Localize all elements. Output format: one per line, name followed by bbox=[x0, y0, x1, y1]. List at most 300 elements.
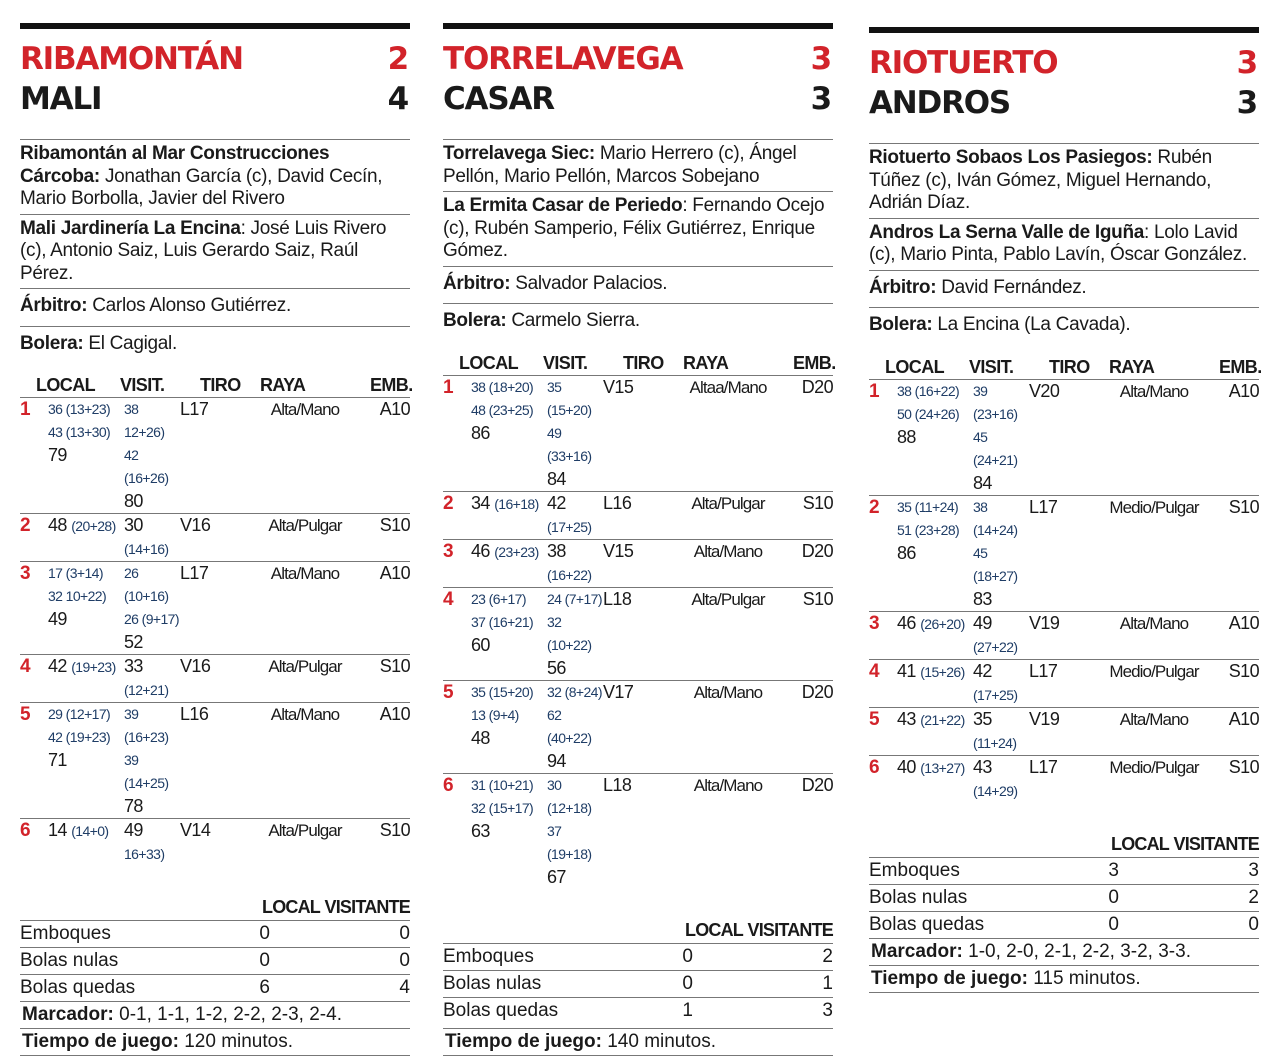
visit-cell bbox=[547, 376, 603, 491]
away-team-row bbox=[20, 79, 410, 119]
raya-cell: Alta/Mano bbox=[693, 541, 763, 561]
visit-cell bbox=[547, 492, 603, 539]
local-value: 31 (10+21) bbox=[471, 776, 534, 793]
visit-total: 78 bbox=[124, 796, 143, 816]
round-row bbox=[20, 654, 410, 702]
local-cell bbox=[48, 819, 124, 866]
visit-cell bbox=[547, 588, 603, 680]
away-lineup bbox=[20, 214, 410, 289]
round-row bbox=[869, 755, 1259, 803]
local-cell bbox=[897, 612, 973, 659]
summary-table bbox=[869, 831, 1259, 993]
away-lineup-label: Andros La Serna Valle de Iguña bbox=[869, 221, 1145, 243]
visit-main: 30 bbox=[124, 515, 143, 535]
visit-value: 32 (8+24) bbox=[547, 683, 602, 700]
home-team-row bbox=[20, 39, 410, 79]
visit-main: 42 bbox=[547, 492, 566, 513]
local-total: 88 bbox=[897, 426, 916, 447]
round-number: 2 bbox=[443, 492, 453, 514]
round-row bbox=[20, 513, 410, 561]
away-team-name: CASAR bbox=[443, 81, 554, 117]
summary-local: 0 bbox=[1108, 886, 1119, 908]
away-lineup bbox=[443, 191, 833, 266]
visit-value: 39 (23+16) bbox=[973, 382, 1018, 422]
marcador-value: 1-0, 2-0, 2-1, 2-2, 3-2, 3-3. bbox=[962, 940, 1191, 962]
rounds-header bbox=[20, 373, 413, 397]
home-team-row bbox=[869, 43, 1259, 83]
home-lineup-label: Riotuerto Sobaos Los Pasiegos: bbox=[869, 147, 1153, 168]
local-cell bbox=[48, 398, 124, 513]
local-value-2: 42 (19+23) bbox=[48, 729, 111, 745]
summary-label: Bolas quedas bbox=[869, 913, 985, 935]
tiro-cell: V20 bbox=[1029, 380, 1060, 401]
referee-label: Árbitro: bbox=[443, 272, 511, 294]
local-sub: (13+27) bbox=[920, 759, 965, 776]
visit-cell bbox=[124, 562, 180, 654]
round-number: 5 bbox=[20, 704, 30, 725]
tiro-cell: L17 bbox=[180, 399, 209, 419]
marcador-value: 0-1, 1-1, 1-2, 2-2, 2-3, 2-4. bbox=[113, 1004, 342, 1025]
summary-label: Bolas quedas bbox=[20, 977, 136, 998]
summary-label: Bolas nulas bbox=[20, 950, 119, 971]
visit-cell bbox=[973, 660, 1029, 707]
summary-header-local: LOCAL bbox=[1111, 833, 1169, 854]
visit-value: 39 (16+23) bbox=[124, 706, 169, 745]
tiro-cell: V16 bbox=[180, 515, 211, 535]
round-number: 1 bbox=[443, 376, 453, 398]
visit-total: 83 bbox=[973, 588, 992, 609]
summary-local: 0 bbox=[259, 950, 270, 971]
emb-cell: S10 bbox=[802, 492, 833, 513]
summary-row bbox=[869, 857, 1259, 884]
home-team-name: RIBAMONTÁN bbox=[20, 41, 243, 77]
local-main: 42 bbox=[48, 656, 67, 676]
round-number: 3 bbox=[443, 540, 453, 562]
visit-total: 56 bbox=[547, 657, 566, 678]
raya-cell: Medio/Pulgar bbox=[1109, 757, 1199, 777]
round-row bbox=[869, 707, 1259, 755]
visit-sub: (27+22) bbox=[973, 638, 1018, 655]
visit-cell bbox=[973, 708, 1029, 755]
home-lineup bbox=[869, 143, 1259, 218]
raya-cell: Alta/Mano bbox=[1119, 709, 1189, 729]
raya-cell: Alta/Mano bbox=[1119, 613, 1189, 633]
raya-cell: Medio/Pulgar bbox=[1109, 497, 1199, 517]
local-value: 38 (18+20) bbox=[471, 378, 534, 395]
summary-visit: 3 bbox=[822, 999, 833, 1021]
visit-sub: 16+33) bbox=[124, 846, 165, 862]
home-team-row bbox=[443, 39, 833, 79]
summary-header bbox=[20, 894, 410, 920]
local-main: 46 bbox=[897, 612, 916, 633]
round-number: 6 bbox=[869, 756, 879, 778]
away-lineup-players: : Lolo Lavid (c), Mario Pinta, Pablo Lavín, Óscar González. bbox=[869, 221, 1247, 265]
referee bbox=[20, 288, 410, 326]
emb-cell: A10 bbox=[379, 399, 410, 419]
raya-cell: Alta/Mano bbox=[270, 400, 340, 419]
raya-cell: Alta/Mano bbox=[693, 682, 763, 702]
tiro-cell: L16 bbox=[180, 704, 209, 724]
local-value: 35 (15+20) bbox=[471, 683, 534, 700]
home-team-score: 2 bbox=[387, 41, 408, 77]
summary-visit: 0 bbox=[399, 950, 410, 971]
visit-total: 94 bbox=[547, 750, 566, 771]
summary-row bbox=[20, 974, 410, 1001]
rounds-header bbox=[869, 355, 1262, 379]
away-team-name: MALI bbox=[20, 81, 102, 117]
summary-local: 3 bbox=[1108, 859, 1119, 881]
local-total: 79 bbox=[48, 445, 67, 465]
summary-row bbox=[443, 970, 833, 997]
round-row bbox=[443, 773, 833, 889]
marcador-label: Marcador: bbox=[22, 1004, 114, 1025]
local-cell bbox=[471, 492, 547, 539]
summary-table bbox=[443, 917, 833, 1056]
raya-cell: Alta/Mano bbox=[1119, 381, 1189, 401]
summary-visit: 2 bbox=[1248, 886, 1259, 908]
summary-header-visit: VISITANTE bbox=[747, 919, 833, 940]
marcador-label: Marcador: bbox=[871, 940, 963, 962]
visit-cell bbox=[973, 496, 1029, 611]
local-main: 46 bbox=[471, 540, 490, 561]
tiempo-value: 120 minutos. bbox=[178, 1031, 294, 1052]
local-value-2: 48 (23+25) bbox=[471, 401, 534, 418]
referee bbox=[869, 270, 1259, 308]
emb-cell: A10 bbox=[1228, 380, 1259, 401]
visit-value-2: 26 (9+17) bbox=[124, 611, 179, 627]
round-number: 5 bbox=[443, 681, 453, 703]
round-row bbox=[869, 495, 1259, 611]
local-value-2: 51 (23+28) bbox=[897, 521, 960, 538]
tiro-cell: L16 bbox=[603, 492, 632, 513]
raya-cell: Alta/Pulgar bbox=[691, 589, 765, 609]
match-column bbox=[443, 0, 836, 1056]
local-sub: (16+18) bbox=[494, 495, 539, 512]
rounds-table bbox=[869, 355, 1262, 803]
summary-row bbox=[20, 947, 410, 974]
tiempo bbox=[869, 965, 1259, 993]
tiro-cell: L17 bbox=[1029, 496, 1058, 517]
venue bbox=[443, 303, 833, 341]
local-cell bbox=[471, 681, 547, 773]
emb-cell: A10 bbox=[379, 704, 410, 724]
local-cell bbox=[897, 380, 973, 495]
local-main: 34 bbox=[471, 492, 490, 513]
summary-local: 6 bbox=[259, 977, 270, 998]
away-lineup-players: : José Luis Rivero (c), Antonio Saiz, Luis Gerardo Saiz, Raúl Pérez. bbox=[20, 217, 387, 284]
tiempo-label: Tiempo de juego: bbox=[445, 1030, 602, 1052]
home-lineup-players: Mario Herrero (c), Ángel Pellón, Mario Pellón, Marcos Sobejano bbox=[443, 143, 797, 187]
visit-total: 84 bbox=[973, 472, 992, 493]
tiempo-label: Tiempo de juego: bbox=[871, 967, 1028, 989]
round-number: 4 bbox=[869, 660, 879, 682]
visit-total: 84 bbox=[547, 468, 566, 489]
top-rule bbox=[20, 23, 410, 29]
rounds-header-cell: EMB. bbox=[1219, 356, 1262, 377]
visit-sub: (17+25) bbox=[547, 518, 592, 535]
home-lineup bbox=[20, 139, 410, 214]
emb-cell: S10 bbox=[379, 820, 410, 840]
summary-visit: 4 bbox=[399, 977, 410, 998]
visit-main: 49 bbox=[124, 820, 143, 840]
home-lineup-players: Jonathan García (c), David Cecín, Mario Borbolla, Javier del Rivero bbox=[20, 165, 383, 209]
round-row bbox=[443, 587, 833, 680]
rounds-table bbox=[20, 373, 413, 866]
round-number: 3 bbox=[20, 563, 30, 584]
round-number: 3 bbox=[869, 612, 879, 634]
local-value-2: 37 (16+21) bbox=[471, 613, 534, 630]
visit-sub: (14+16) bbox=[124, 541, 169, 557]
away-team-score: 4 bbox=[387, 81, 408, 117]
local-sub: (21+22) bbox=[920, 711, 965, 728]
local-value: 35 (11+24) bbox=[897, 498, 959, 515]
local-total: 71 bbox=[48, 750, 67, 770]
venue-value: Carmelo Sierra. bbox=[506, 310, 640, 331]
emb-cell: D20 bbox=[801, 376, 833, 397]
summary-row bbox=[869, 884, 1259, 911]
round-number: 6 bbox=[443, 774, 453, 796]
raya-cell: Alta/Pulgar bbox=[268, 516, 342, 535]
local-total: 49 bbox=[48, 609, 67, 629]
home-team-name: RIOTUERTO bbox=[869, 45, 1058, 81]
summary-label: Emboques bbox=[443, 945, 534, 967]
local-value: 38 (16+22) bbox=[897, 382, 960, 399]
visit-cell bbox=[124, 514, 180, 561]
marcador bbox=[20, 1001, 410, 1028]
visit-cell bbox=[973, 756, 1029, 803]
local-value-2: 32 (15+17) bbox=[471, 799, 534, 816]
round-row bbox=[20, 397, 410, 513]
match-column bbox=[20, 0, 413, 1056]
summary-visit: 0 bbox=[399, 923, 410, 944]
visit-value-2: 39 (14+25) bbox=[124, 752, 169, 791]
summary-local: 0 bbox=[1108, 913, 1119, 935]
rounds-header-cell: TIRO bbox=[1049, 356, 1090, 377]
visit-sub: (16+22) bbox=[547, 566, 592, 583]
raya-cell: Medio/Pulgar bbox=[1109, 661, 1199, 681]
visit-sub: (14+29) bbox=[973, 782, 1018, 799]
local-cell bbox=[48, 562, 124, 654]
summary-local: 0 bbox=[682, 945, 693, 967]
referee bbox=[443, 266, 833, 304]
tiempo bbox=[443, 1028, 833, 1056]
top-rule bbox=[869, 27, 1259, 33]
away-lineup-label: Mali Jardinería La Encina bbox=[20, 217, 241, 239]
round-row bbox=[869, 659, 1259, 707]
away-team-score: 3 bbox=[810, 81, 831, 117]
top-rule bbox=[443, 23, 833, 29]
round-number: 2 bbox=[20, 515, 30, 536]
tiro-cell: V16 bbox=[180, 656, 211, 676]
local-value: 17 (3+14) bbox=[48, 565, 103, 581]
tiro-cell: L18 bbox=[603, 774, 632, 795]
visit-cell bbox=[547, 774, 603, 889]
round-row bbox=[869, 379, 1259, 495]
visit-value-2: 37 (19+18) bbox=[547, 822, 592, 862]
rounds-header-cell: TIRO bbox=[623, 352, 664, 373]
raya-cell: Alta/Pulgar bbox=[268, 657, 342, 676]
summary-row bbox=[869, 911, 1259, 938]
tiro-cell: L17 bbox=[1029, 756, 1058, 777]
visit-value: 24 (7+17) bbox=[547, 590, 602, 607]
visit-value: 38 (14+24) bbox=[973, 498, 1018, 538]
venue-label: Bolera: bbox=[20, 332, 84, 354]
venue-label: Bolera: bbox=[869, 314, 933, 335]
local-value-2: 50 (24+26) bbox=[897, 405, 960, 422]
tiro-cell: L18 bbox=[603, 588, 632, 609]
summary-label: Emboques bbox=[20, 923, 111, 944]
summary-visit: 0 bbox=[1248, 913, 1259, 935]
referee-label: Árbitro: bbox=[869, 276, 937, 298]
round-number: 6 bbox=[20, 820, 30, 841]
rounds-header-cell: VISIT. bbox=[969, 356, 1014, 377]
round-row bbox=[869, 611, 1259, 659]
tiempo-value: 140 minutos. bbox=[601, 1030, 717, 1052]
summary-header bbox=[443, 917, 833, 943]
venue-value: El Cagigal. bbox=[83, 332, 177, 354]
emb-cell: S10 bbox=[379, 656, 410, 676]
home-lineup-players: Rubén Túñez (c), Iván Gómez, Miguel Hernando, Adrián Díaz. bbox=[869, 147, 1212, 213]
home-team-name: TORRELAVEGA bbox=[443, 41, 683, 77]
tiro-cell: V19 bbox=[1029, 708, 1060, 729]
rounds-header-cell: TIRO bbox=[200, 375, 241, 395]
visit-total: 80 bbox=[124, 491, 143, 511]
away-team-row bbox=[869, 83, 1259, 123]
local-value: 23 (6+17) bbox=[471, 590, 526, 607]
visit-main: 42 bbox=[973, 660, 992, 681]
tiro-cell: V17 bbox=[603, 681, 634, 702]
venue bbox=[20, 326, 410, 364]
raya-cell: Alta/Mano bbox=[693, 775, 763, 795]
local-cell bbox=[48, 514, 124, 561]
local-sub: (20+28) bbox=[71, 518, 116, 534]
rounds-table bbox=[443, 351, 836, 889]
visit-sub: (11+24) bbox=[973, 734, 1017, 751]
local-main: 43 bbox=[897, 708, 916, 729]
lineups bbox=[869, 143, 1259, 345]
local-cell bbox=[471, 588, 547, 680]
round-row bbox=[443, 680, 833, 773]
tiro-cell: V15 bbox=[603, 540, 634, 561]
visit-cell bbox=[124, 655, 180, 702]
local-sub: (19+23) bbox=[71, 659, 116, 675]
emb-cell: A10 bbox=[1228, 612, 1259, 633]
summary-header-local: LOCAL bbox=[685, 919, 743, 940]
summary-local: 1 bbox=[682, 999, 693, 1021]
round-row bbox=[443, 375, 833, 491]
emb-cell: A10 bbox=[1228, 708, 1259, 729]
visit-cell bbox=[124, 819, 180, 866]
summary-local: 0 bbox=[682, 972, 693, 994]
tiro-cell: V19 bbox=[1029, 612, 1060, 633]
emb-cell: S10 bbox=[379, 515, 410, 535]
home-lineup bbox=[443, 139, 833, 191]
rounds-header-cell: VISIT. bbox=[543, 352, 588, 373]
summary-row bbox=[443, 997, 833, 1024]
home-team-score: 3 bbox=[1236, 45, 1257, 81]
visit-main: 43 bbox=[973, 756, 992, 777]
visit-value-2: 32 (10+22) bbox=[547, 613, 592, 653]
visit-cell bbox=[124, 398, 180, 513]
summary-label: Bolas nulas bbox=[869, 886, 968, 908]
visit-total: 67 bbox=[547, 866, 566, 887]
visit-cell bbox=[124, 703, 180, 818]
rounds-header-cell: LOCAL bbox=[459, 352, 518, 373]
visit-main: 35 bbox=[973, 708, 992, 729]
local-cell bbox=[471, 376, 547, 491]
emb-cell: S10 bbox=[1228, 660, 1259, 681]
summary-visit: 1 bbox=[822, 972, 833, 994]
summary-row bbox=[443, 943, 833, 970]
visit-value: 35 (15+20) bbox=[547, 378, 592, 418]
visit-value: 30 (12+18) bbox=[547, 776, 592, 816]
venue-value: La Encina (La Cavada). bbox=[932, 314, 1131, 335]
local-main: 40 bbox=[897, 756, 916, 777]
rounds-header bbox=[443, 351, 836, 375]
home-lineup-label: Torrelavega Siec: bbox=[443, 143, 595, 164]
away-team-score: 3 bbox=[1236, 85, 1257, 121]
venue-label: Bolera: bbox=[443, 310, 507, 331]
tiempo-value: 115 minutos. bbox=[1027, 967, 1141, 989]
visit-value-2: 42 (16+26) bbox=[124, 447, 169, 486]
rounds-header-cell: LOCAL bbox=[885, 356, 944, 377]
raya-cell: Alta/Mano bbox=[270, 564, 340, 583]
local-value: 36 (13+23) bbox=[48, 401, 111, 417]
raya-cell: Alta/Mano bbox=[270, 705, 340, 724]
local-value: 29 (12+17) bbox=[48, 706, 111, 722]
summary-row bbox=[20, 920, 410, 947]
round-number: 1 bbox=[20, 399, 30, 420]
round-number: 1 bbox=[869, 380, 879, 402]
raya-cell: Alta/Pulgar bbox=[691, 493, 765, 513]
emb-cell: S10 bbox=[1228, 496, 1259, 517]
round-number: 2 bbox=[869, 496, 879, 518]
local-sub: (23+23) bbox=[494, 543, 539, 560]
visit-main: 49 bbox=[973, 612, 992, 633]
tiro-cell: L17 bbox=[180, 563, 209, 583]
local-total: 48 bbox=[471, 727, 490, 748]
local-main: 14 bbox=[48, 820, 67, 840]
emb-cell: D20 bbox=[801, 540, 833, 561]
away-team-row bbox=[443, 79, 833, 119]
local-cell bbox=[48, 703, 124, 818]
visit-main: 33 bbox=[124, 656, 143, 676]
local-sub: (26+20) bbox=[920, 615, 965, 632]
lineups bbox=[20, 139, 410, 363]
local-value-2: 32 10+22) bbox=[48, 588, 107, 604]
visit-cell bbox=[547, 540, 603, 587]
visit-main: 38 bbox=[547, 540, 566, 561]
referee-value: David Fernández. bbox=[936, 276, 1087, 298]
summary-visit: 3 bbox=[1248, 859, 1259, 881]
marcador bbox=[869, 938, 1259, 965]
local-sub: (14+0) bbox=[71, 823, 109, 839]
visit-cell bbox=[973, 612, 1029, 659]
rounds-header-cell: EMB. bbox=[793, 352, 836, 373]
local-cell bbox=[897, 756, 973, 803]
tiro-cell: V15 bbox=[603, 376, 634, 397]
venue bbox=[869, 307, 1259, 345]
visit-value: 38 12+26) bbox=[124, 401, 165, 440]
local-total: 60 bbox=[471, 634, 490, 655]
round-number: 4 bbox=[20, 656, 30, 677]
summary-table bbox=[20, 894, 410, 1056]
local-cell bbox=[48, 655, 124, 702]
tiempo-label: Tiempo de juego: bbox=[22, 1031, 179, 1052]
emb-cell: A10 bbox=[379, 563, 410, 583]
away-lineup bbox=[869, 218, 1259, 270]
rounds-header-cell: RAYA bbox=[1109, 356, 1155, 377]
